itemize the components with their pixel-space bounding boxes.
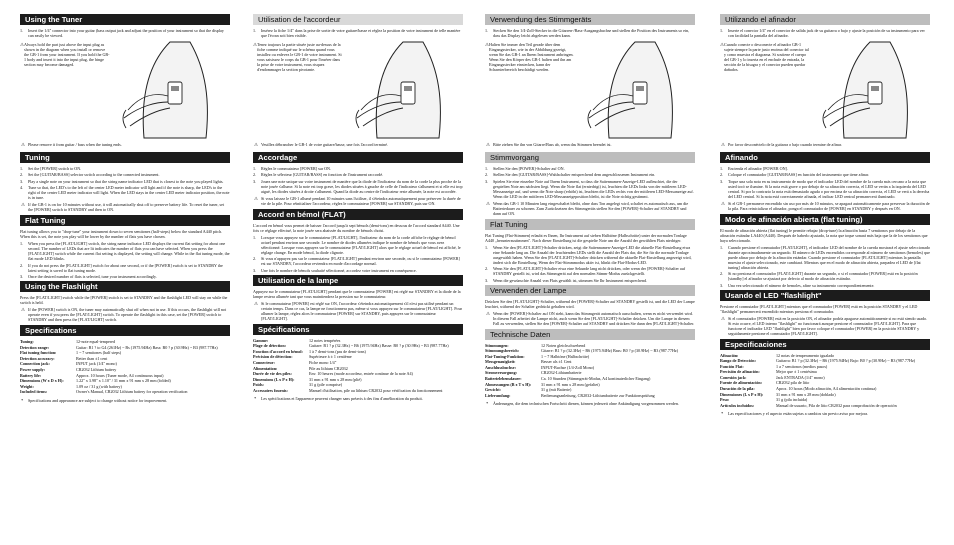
step-number: 1.: [485, 244, 489, 250]
spec-value: Guitare: B1 ? p (32.3Hz) ~ B6 (1975.94Hz) Basse: B0 ? p (30.9Hz) ~ B3 (987.77Hz): [309, 343, 449, 349]
list-item: [253, 28, 463, 38]
spec-value: Fiche mono 1/4": [309, 359, 337, 365]
warning-icon: ⚠: [21, 141, 26, 147]
list-item: [485, 266, 695, 276]
asterisk-icon: *: [254, 396, 257, 402]
spec-key: Tuning:: [20, 339, 34, 345]
spec-key: Messgenauigkeit:: [485, 359, 516, 365]
step-text: Si no presiona el conmutador [FLAT/LIGHT] durante un segundo, o si el conmutador [POWER] está en la posición [standby] el afinador se ajustará por defecto al modo de afinación estándar.: [728, 271, 918, 282]
spec-value: 1 a 7 semitonos (medios pasos): [776, 363, 828, 369]
spec-value: 31 mm x 91 mm x 28 mm (plié): [309, 376, 362, 382]
step-number: 2.: [20, 172, 24, 178]
warning-icon: ⚠: [720, 41, 725, 47]
step-number: 1.: [253, 28, 257, 33]
tuning-steps: [720, 166, 930, 199]
step-number: 3.: [720, 282, 724, 288]
spec-value: Manual de usuario, Pila de litio CR2032 para comprobación de operación: [776, 402, 897, 408]
step-number: 3.: [720, 178, 724, 184]
step-number: 2.: [720, 271, 724, 277]
tuning-note-text: Wenn das GB-1 10 Minuten lang eingeschaltet bleibt, ohne dass Ton angelegt wird, schaltet es automatisch aus, um die Batteriedauer zu schonen. Zum Zurücksetzen des Stimmgeräts stellen Sie den [POWER]-Schalter auf STANDBY und dann auf ON.: [493, 200, 689, 216]
step-number: 3.: [485, 178, 489, 184]
tuning-note: [253, 196, 463, 206]
tuner-figure: [253, 40, 463, 140]
step-number: 1.: [253, 234, 257, 240]
section-heading-tuner: Verwendung des Stimmgeräts: [485, 14, 695, 25]
step-text: Réglez le sélecteur [GUITAR/BASS] en fonction de l'instrument raccordé.: [261, 172, 384, 178]
flashlight-text: Drücken Sie den [FLAT/LIGHT]-Schalter, während der [POWER]-Schalter auf STANDBY gestellt ist, und die LED der Lampe leuchtet, während der Schalter gedrückt gehalten wird.: [485, 298, 695, 309]
flat-tuning-intro: El modo de afinación abierta (flat tuning) le permite rebajar (drop-tune) la afinación hasta 7 semitonos por debajo de la afinación estándar LA440 (A440). Después de haberlo ajustado, la nota que toque sonará más baja que la de los semitonos que haya seleccionado.: [720, 227, 928, 243]
section-heading-specifications: Specifications: [20, 325, 230, 336]
step-number: 2.: [253, 256, 257, 262]
spec-footnote-text: Las especificaciones y el aspecto están sujetas a cambios sin previo aviso por mejora.: [728, 411, 869, 417]
spec-value: CR2032 pila de litio: [776, 380, 810, 386]
list-item: [720, 28, 930, 38]
tuner-figure-note: Always hold the part just above the input plug as shown in the diagram when you install or remove the GB-1 from your instrument. If you hold the GB-1 body and insert it into the input plug, the hinge section may become damaged.: [24, 41, 110, 67]
table-row: [485, 393, 695, 399]
list-item: [720, 283, 930, 288]
tuner-footnote: [720, 142, 930, 147]
spec-key: Peso:: [720, 397, 730, 403]
step-number: 1.: [720, 165, 724, 171]
spec-key: Connecteur:: [253, 359, 275, 365]
tuner-footnote: [485, 142, 695, 147]
step-text: Coloque el conmutador [GUITAR/BASS] en función del instrumento que tiene afinar.: [728, 172, 869, 178]
step-number: 1.: [485, 28, 489, 33]
list-item: [720, 166, 930, 171]
spec-footnote: [253, 396, 463, 401]
tuning-steps: [20, 166, 230, 200]
guitar-illustration: [110, 40, 230, 140]
spec-key: Poids:: [253, 382, 264, 388]
step-number: 1.: [20, 165, 24, 171]
flashlight-text: Press the [FLAT/LIGHT] switch while the [POWER] switch is set to STANDBY and the flashlight LED will stay on while the switch is held.: [20, 295, 228, 306]
warning-icon: ⚠: [20, 41, 25, 47]
warning-icon: ⚠: [253, 41, 258, 47]
spec-value: 1 à 7 demi-tons (pas de demi-tons): [309, 348, 366, 354]
spec-key: Fonction d'accord en bémol:: [253, 348, 303, 354]
step-text: Une fois le nombre de bémols souhaité sélectionné, accordez votre instrument en conséquence.: [261, 267, 417, 273]
spec-table: [485, 343, 695, 399]
spec-key: Abmessungen (B x T x H):: [485, 381, 532, 387]
guitar-illustration: [343, 40, 463, 140]
column-3: [485, 14, 695, 534]
spec-value: Manuel d'utilisation, pile au lithium CR2032 pour vérification du fonctionnement: [309, 387, 443, 393]
section-heading-flat-tuning: Flat Tuning: [20, 215, 230, 226]
tuner-footnote-text: Bitte ziehen Sie ihn von Gitarre/Bass ab, wenn das Stimmen beendet ist.: [493, 141, 612, 147]
step-number: 2.: [253, 172, 257, 178]
list-item: [20, 28, 230, 38]
step-number: 1.: [720, 244, 724, 250]
flashlight-note-text: Wenn der [POWER]-Schalter auf ON steht, kann das Stimmgerät automatisch ausschalten, wenn es nicht verwendet wird. In diesem Fall arbeitet die Lampe nicht, auch wenn Sie den [FLAT/LIGHT]-Schalter drücken. Um die Lampe in diesem Fall zu verwenden, stellen Sie den [POWER]-Schalter auf STANDBY und drücken Sie dann den [FLAT/LIGHT]-Schalter.: [493, 310, 695, 326]
spec-key: Lieferumfang:: [485, 392, 511, 398]
tuner-footnote: [253, 142, 463, 147]
step-text: If you do not press the [FLAT/LIGHT] switch for about one second, or if the [POWER] switch is set to STANDBY the latest setting is saved to flat tuning mode.: [28, 262, 223, 273]
warning-icon: ⚠: [721, 200, 726, 206]
spec-value: 12 notas de temperamento igualado: [776, 352, 835, 358]
section-heading-flashlight: Utilisation de la lampe: [253, 275, 463, 286]
list-item: [20, 179, 230, 184]
spec-key: Battery life:: [20, 372, 42, 378]
flat-tuning-intro: L'accord en bémol vous permet de baisser l'accord jusqu'à sept bémols (demi-tons) en dessous de l'accord standard A440. Une fois ce réglage effectué, la note jouée sera abaissée du nombre de bémols choisi.: [253, 222, 460, 233]
spec-key: Stromversorgung:: [485, 370, 517, 376]
step-text: Wenn die gewünschte Anzahl von Flats gewählt ist, stimmen Sie Ihr Instrument entsprechend.: [493, 277, 648, 283]
warning-icon: ⚠: [21, 202, 26, 208]
list-item: [720, 179, 930, 199]
spec-key: Included items:: [20, 389, 48, 395]
step-number: 2.: [485, 172, 489, 178]
spec-table: [20, 339, 230, 395]
tuner-figure: [485, 40, 695, 140]
guitar-illustration: [575, 40, 695, 140]
spec-value: 1.22" x 3.98" x 1.10" / 31 mm x 91 mm x 28 mm (folded): [76, 378, 171, 384]
spec-key: Dimensiones (L x P x H):: [720, 391, 764, 397]
step-text: Insérez la fiche 1/4" dans la prise de sortie de votre guitare/basse et réglez la position de votre instrument de telle manière que l'écran soit bien visible.: [261, 28, 461, 38]
guitar-illustration: [810, 40, 930, 140]
spec-value: Mejor que ± 1 centésima: [776, 369, 817, 375]
spec-key: Plage de détection:: [253, 343, 286, 349]
spec-key: Rango de Detección:: [720, 358, 756, 364]
tuner-figure-note: Tenez toujours la partie située juste au-dessus de la fiche comme indiqué sur le schéma quand vous installez ou enlevez le GB-1 de votre instrument. Si vous saisissez le corps du GB-1 pour l'insérer dans la prise de votre instrument, vous risquez d'endommager la section pivotante.: [257, 41, 342, 72]
spec-value: Owner's Manual, CR2032 Lithium battery for operation verification: [76, 389, 188, 395]
tuning-note-text: Si vous laissez le GB-1 allumé pendant 10 minutes sans l'utiliser, il s'éteindra automatiquement pour préserver la durée de vie de la pile. Pour réinitialiser l'accordeur, réglez le commutateur [POWER] sur STANDBY, puis sur ON.: [261, 195, 461, 206]
spec-key: Gewicht:: [485, 387, 501, 393]
list-item: [253, 256, 463, 266]
spec-key: Fuente de alimentación:: [720, 380, 763, 386]
list-item: [20, 185, 230, 200]
spec-key: Durée de vie des piles:: [253, 371, 292, 377]
warning-icon: ⚠: [486, 310, 491, 316]
spec-value: INPUT jack (1/4" mono): [76, 361, 117, 367]
step-text: Stecken Sie den 1/4-Zoll-Stecker in die Gitarren-/Bass-Ausgangsbuchse und stellen die Position des Instruments so ein, dass das Display leicht abgelesen werden kann.: [493, 28, 690, 38]
spec-footnote: [20, 398, 230, 403]
spec-key: Anschlussbuchse:: [485, 364, 516, 370]
flashlight-note-text: Si el conmutador [POWER] está en la posición ON, el afinador podría apagarse automáticamente si no está siendo usado. Si esto ocurre, el LED interno "flashlight" no funcionará aunque presione el conmutador [FLAT/LIGHT]. Para que funcione el indicador LED "flashlight" bien por favor coloque el conmutador [POWER] en la posición STANDBY y seguidamente presione el conmutador [FLAT/LIGHT].: [728, 315, 928, 336]
spec-value: 1 ~ 7 semitones (half steps): [76, 350, 122, 356]
list-item: [20, 241, 230, 261]
section-heading-specifications: Especificaciones: [720, 339, 930, 350]
tuner-steps: [720, 28, 930, 38]
list-item: [720, 172, 930, 177]
spec-value: 31 mm x 91 mm x 28 mm (gefaltet): [541, 381, 600, 387]
spec-value: Better than ±1 cent: [76, 355, 108, 361]
spec-value: 12 Noten gleichschwebend: [541, 342, 586, 348]
flashlight-note: [253, 301, 463, 321]
tuner-footnote-text: Por favor desconéctelo de la guitarra o bajo cuando termine de afinar.: [728, 141, 842, 147]
warning-icon: ⚠: [254, 300, 259, 306]
spec-value: Approx. 10 hours (Tuner mode, A4 continuous input): [76, 372, 164, 378]
step-text: When you press the [FLAT/LIGHT] switch, the string name indicator LED displays the current flat setting for about one second. The number of LEDs that are lit indicates the number of flats you can have selected. When you press the [FLAT/LIGHT] switch while the current flat setting is displayed, the setting will change. While in the flat tuning mode, the flat mode LED blinks.: [28, 241, 230, 262]
section-heading-flat-tuning: Flat Tuning: [485, 219, 695, 230]
list-item: [485, 179, 695, 199]
list-item: [720, 271, 930, 281]
spec-key: Dimensions (L x P x H):: [253, 376, 295, 382]
list-item: [253, 235, 463, 255]
spec-value: Jack ENTRADA (1/4" mono): [776, 374, 825, 380]
spec-value: Ca. 10 Stunden (Stimmgerät-Modus, A4 kontinuierlicher Eingang): [541, 376, 651, 382]
step-text: Una vez seleccionado el número de bemoles, afine su instrumento correspondientemente.: [728, 282, 875, 288]
spec-key: Artículos incluidos:: [720, 402, 755, 408]
flashlight-note: [720, 316, 930, 336]
spec-value: Env. 10 heures (mode accordeur, entrée continue de la note A4): [309, 371, 413, 377]
tuning-steps: [485, 166, 695, 199]
step-text: Wenn Sie den [FLAT/LIGHT]-Schalter etwa eine Sekunde lang nicht drücken, oder wenn der [POWER]-Schalter auf STANDBY gestellt ist, wird das Stimmgerät auf den normalen Stimm-Modus zurückgestellt.: [493, 266, 686, 277]
spec-value: Aprox. 10 horas (Modo afinación, A4 alimentación continua): [776, 386, 877, 392]
tuner-footnote: [20, 142, 230, 147]
section-heading-flashlight: Verwenden der Lampe: [485, 285, 695, 296]
spec-key: Dimensions (W x D x H):: [20, 378, 64, 384]
spec-value: Guitar: B1 ? to G4 (261Hz) ~ Bs (1975.94Hz) Bass: B0 ? p (30.9Hz) ~ B3 (987.77Hz): [76, 344, 218, 350]
spec-value: Gitarre: B1 ? p (32.3Hz) ~ B6 (1975.94Hz) Bass: B0 ? p (30.9Hz) ~ B3 (987.77Hz): [541, 348, 679, 354]
step-number: 2.: [485, 266, 489, 272]
section-heading-flashlight: Usando el LED "flashlight": [720, 290, 930, 301]
step-text: Réglez le commutateur [POWER] sur ON.: [261, 165, 332, 171]
list-item: [253, 179, 463, 194]
tuner-footnote-text: Please remove it from guitar / bass when the tuning ends.: [28, 141, 122, 147]
spec-key: Detection range:: [20, 344, 49, 350]
list-item: [20, 166, 230, 171]
spec-value: 1.09 oz / 31 g (with battery): [76, 383, 122, 389]
spec-key: Weight:: [20, 383, 34, 389]
spec-footnote-text: Les spécifications et l'apparence peuvent changer sans préavis à des fins d'amélioration du produit.: [261, 396, 423, 402]
warning-icon: ⚠: [254, 195, 259, 201]
list-item: [20, 263, 230, 273]
step-number: 1.: [20, 28, 24, 33]
column-4: [720, 14, 930, 534]
spec-key: Batterielebensdauer:: [485, 376, 522, 382]
section-heading-tuning: Afinando: [720, 152, 930, 163]
table-row: [253, 388, 463, 394]
spec-key: Afinación:: [720, 352, 739, 358]
step-number: 1.: [253, 165, 257, 171]
tuner-figure-note: Halten Sie immer den Teil gerade über dem Eingangsstecker, wie in der Abbildung gezeigt, wenn Sie das GB-1 an Ihrem Instrument anbringen. Wenn Sie den Körper des GB-1 halten und ihn am Eingangsstecker einstecken, kann der Scharnierbereich beschädigt werden.: [489, 41, 574, 72]
spec-value: Besser als ±1 Cent: [541, 359, 572, 365]
spec-table: [253, 338, 463, 394]
table-row: [20, 389, 230, 395]
section-heading-flat-tuning: Accord en bémol (FLAT): [253, 209, 463, 220]
spec-value: 31 g (pila incluida): [776, 397, 808, 403]
tuner-steps: [485, 28, 695, 38]
tuning-note: [720, 201, 930, 211]
spec-key: Precisión de afinación:: [720, 369, 760, 375]
flashlight-text: Appuyez sur le commutateur [FLAT/LIGHT] pendant que le commutateur [POWER] est réglé sur STANDBY et la diode de la lampe restera allumée tant que vous maintiendrez la pression sur le commutateur.: [253, 288, 461, 299]
spec-value: 12 notes tempérées: [309, 337, 341, 343]
list-item: [253, 268, 463, 273]
flat-tuning-steps: [485, 245, 695, 283]
step-number: 1.: [720, 28, 724, 33]
step-text: Toque una sola nota en su instrumento de modo que el indicador LED del nombre de la cuerda más cercano a la nota que usted tocó se ilumine. Si la nota está grave o por debajo de su afinación correcta, el LED se verán a la izquierda del LED central. Si por lo contrario la nota está demasiado aguda o por encima de su afinación correcta, el LED se verá a la derecha del LED central. Si la nota está correctamente afinada, el indicar LED central permanecerá iluminado.: [728, 178, 930, 199]
step-number: 2.: [720, 172, 724, 178]
flat-tuning-steps: [20, 241, 230, 279]
list-item: [485, 28, 695, 38]
section-heading-flashlight: Using the Flashlight: [20, 281, 230, 292]
spec-key: Función Flat:: [720, 363, 744, 369]
section-heading-tuning: Stimmvorgang: [485, 152, 695, 163]
warning-icon: ⚠: [721, 315, 726, 321]
list-item: [485, 166, 695, 171]
spec-key: Detection accuracy:: [20, 355, 55, 361]
spec-table: [720, 353, 930, 409]
step-text: Tune so that, the LED's to the left of the center LED meter indicator will light and if the note is sharp, the LED's to the right of the center LED meter indicator will light. When the LED stays in the center LED meter indicator position, the note is in tune.: [28, 185, 230, 201]
step-number: 3.: [253, 178, 257, 184]
asterisk-icon: *: [721, 411, 724, 417]
tuner-footnote-text: Veuillez débrancher le GB-1 de votre guitare/basse, une fois l'accord terminé.: [261, 141, 388, 147]
step-text: Play a single note on your instrument so that the string name indicator LED that is closest to the note you played lights.: [28, 178, 224, 184]
step-number: 3.: [20, 274, 24, 280]
spec-value: 31 mm x 91 mm x 28 mm (doblado): [776, 391, 836, 397]
warning-icon: ⚠: [21, 307, 26, 313]
tuner-figure-note: Cuando conecte o desconecte el afinador GB-1 sujete siempre la parte justo encima del conector tal y como muestra el diagrama. Si sostiene el cuerpo del GB-1 y lo inserta en el enchufe de entrada, la sección de la bisagra y el conector pueden quedar dañados.: [724, 41, 809, 72]
list-item: [20, 274, 230, 279]
step-text: Stellen Sie den [POWER]-Schalter auf ON.: [493, 165, 565, 171]
spec-key: Flat-Tuning-Funktion:: [485, 353, 525, 359]
tuning-note: [485, 201, 695, 216]
asterisk-icon: *: [21, 397, 24, 403]
list-item: [485, 245, 695, 265]
step-text: Spielen Sie eine einzelne Note auf Ihrem Instrument, so dass die Saitennamen-Anzeige-LED aufleuchtet, die der gespielten Note am nächsten liegt. Wenn die Note flat (erniedrigt) ist, leuchten die LEDs links von der mittleren LED-Messanzeige auf, und wenn die Note sharp (erhöht) ist, leuchten die LEDs rechts von der mittleren LED-Messanzeige auf. Wenn die LED in der mittleren LED-Messanzeigeposition bleibt, ist die Note richtig gestimmt.: [493, 178, 694, 199]
section-heading-flat-tuning: Modo de afinación abierta (flat tuning): [720, 214, 930, 225]
step-number: 4.: [20, 185, 24, 191]
flat-tuning-intro: Flat Tuning (Flat-Stimmen) erlaubt es Ihnen, Ihr Instrument auf sieben Halbtöne (Halbschritte) unter der normalen Tonlage A440 „herunterzustimmen". Nach dieser Einstellung ist die gespielte Note um die Anzahl der gewählten Flats niedriger.: [485, 232, 687, 243]
spec-value: INPUT-Buchse (1/4-Zoll Mono): [541, 364, 595, 370]
tuning-steps: [253, 166, 463, 194]
step-text: Set the [GUITAR/BASS] selector switch according to the connected instrument.: [28, 172, 160, 178]
step-text: Inserte el conector 1/4" en el conector de salida jack de su guitarra o bajo y ajuste la posición de su instrumento para ver con facilidad la pantalla del afinador.: [728, 28, 925, 38]
spec-value: Pile au lithium CR2032: [309, 365, 348, 371]
table-row: [720, 403, 930, 409]
section-heading-specifications: Spécifications: [253, 324, 463, 335]
spec-key: Power supply:: [20, 367, 46, 372]
step-text: Cuando presione el conmutador [FLAT/LIGHT], el indicador LED del nombre de la cuerda mostrará el ajuste seleccionado durante aproximadamente un segundo. El número de LEDs encendidos corresponde al número de semitonos (bemoles) que puede afinar por debajo de la afinación estándar. Cuando presione el conmutador [FLAT/LIGHT] mientras la pantalla muestra el ajuste seleccionado, este cambiará. Mientras que en el modo de afinación abierta, parpadea el LED de [flat tuning] afinación abierta.: [728, 244, 930, 270]
step-text: Lorsque vous appuyez sur le commutateur [FLAT/LIGHT], l'indicateur du nom de la corde affiche le réglage de bémol actuel pendant environ une seconde. Le nombre de diodes allumées indique le nombre de bémols que vous avez sélectionné. Lorsque vous appuyez sur le commutateur [FLAT/LIGHT] alors que le réglage actuel de bémol est affiché, le réglage change. En mode bémol, la diode clignote.: [261, 234, 461, 255]
tuner-figure: [720, 40, 930, 140]
flat-tuning-intro: Flat tuning allows you to "drop-tune" your instrument down to seven semitones (half-steps) below the standard A440 pitch. When this is set, the note you play will be lower by the number of flats you have chosen.: [20, 229, 223, 240]
warning-icon: ⚠: [485, 41, 490, 47]
flat-tuning-steps: [720, 245, 930, 288]
list-item: [20, 172, 230, 177]
spec-value: 31 g (mit Batterie): [541, 387, 572, 393]
list-item: [720, 245, 930, 270]
spec-value: Supérieure à ± 1 centième: [309, 354, 352, 360]
spec-value: Guitarra: B1 ? p (32.3Hz) ~ B6 (1975.94Hz) Bajo: B0 ? p (30.9Hz) ~ B3 (987.77Hz): [776, 358, 916, 364]
spec-footnote-text: Specifications and appearance are subject to change without notice for improvement.: [28, 397, 168, 403]
step-text: Jouez une note unique sur votre instrument de manière que la diode de l'indicateur du nom de la corde la plus proche de la note jouée s'allume. Si la note est trop grave, les diodes situées à gauche de celle de l'indicateur s'allument et si elle est trop aiguë, les diodes situées à droite s'allument. Quand la diode au centre de l'indicateur reste allumée, la note est accordée.: [261, 178, 463, 194]
spec-key: Accessoires fournis:: [253, 387, 288, 393]
spec-key: Stimmungen:: [485, 342, 509, 348]
asterisk-icon: *: [486, 401, 489, 407]
step-text: Set the [POWER] switch to ON.: [28, 165, 82, 171]
warning-icon: ⚠: [486, 141, 491, 147]
spec-value: Bedienungsanleitung, CR2032-Lithiumbatterie zur Funktionsprüfung: [541, 392, 655, 398]
spec-footnote: [720, 411, 930, 416]
list-item: [485, 172, 695, 177]
table-row: [253, 343, 463, 349]
step-text: Once the desired number of flats is selected, tune your instrument accordingly.: [28, 274, 157, 280]
list-item: [253, 166, 463, 171]
warning-icon: ⚠: [254, 141, 259, 147]
flashlight-note: [485, 311, 695, 326]
flashlight-note-text: Si le commutateur [POWER] est réglé sur ON, l'accordeur s'éteindra automatiquement s'il n'est pas utilisé pendant un certain temps. Dans ce cas, la lampe ne fonctionnera pas, même si vous appuyez sur le commutateur [FLAT/LIGHT]. Pour allumer la lampe, réglez alors le commutateur [POWER] sur STANDBY, puis appuyez sur le commutateur [FLAT/LIGHT].: [261, 300, 462, 321]
step-number: 3.: [253, 267, 257, 273]
step-number: 1.: [20, 241, 24, 247]
tuning-note-text: If the GB-1 is on for 10 minutes without use, it will automatically shut off to preserve battery life. To reset the tuner, set the [POWER] switch to STANDBY and then to ON.: [28, 202, 225, 213]
spec-key: Conexión jack:: [720, 374, 747, 380]
step-text: Wenn Sie den [FLAT/LIGHT]-Schalter drücken, zeigt die Saitennamen-Anzeige-LED die aktuelle Flat-Einstellung etwa eine Sekunde lang an. Die Anzahl der leuchtenden LEDs stellt die Anzahl der Flats dar, die Sie für die normale Tonlage ausgewählt haben. Wenn Sie den [FLAT/LIGHT]-Schalter drücken während die aktuelle Flat-Einstellung angezeigt wird, ändert sich die Einstellung. Wenn der Flat-Stimmmodus aktiv ist, blinkt die Flat-Modus-LED.: [493, 244, 692, 265]
spec-value: 31 g (pile comprise): [309, 382, 343, 388]
table-row: [485, 348, 695, 354]
section-heading-tuner: Utilizando el afinador: [720, 14, 930, 25]
section-heading-specifications: Technische Daten: [485, 329, 695, 340]
step-text: Stellen Sie den [GUITAR/BASS]-Wahlschalter entsprechend dem angeschlossenen Instrument ein.: [493, 172, 656, 178]
tuner-figure: [20, 40, 230, 140]
spec-key: Gamme:: [253, 337, 269, 343]
step-number: 3.: [20, 178, 24, 184]
list-item: [485, 278, 695, 283]
spec-key: Stimmungsbereich:: [485, 348, 520, 354]
tuner-steps: [253, 28, 463, 38]
column-2: [253, 14, 463, 534]
step-text: Encienda el afinador [POWER ON].: [728, 165, 788, 171]
column-1: [20, 14, 230, 534]
warning-icon: ⚠: [721, 141, 726, 147]
section-heading-tuner: Using the Tuner: [20, 14, 230, 25]
spec-key: Duración de la pila:: [720, 386, 755, 392]
spec-footnote: [485, 401, 695, 406]
section-heading-tuning: Accordage: [253, 152, 463, 163]
flashlight-note-text: If the [POWER] switch is ON, the tuner may automatically shut off when not in use. If this occurs, the flashlight will not operate even if you press the [FLAT/LIGHT] switch. To operate the flashlight in this case, set the [POWER] switch to STANDBY and then press the [FLAT/LIGHT] switch.: [28, 307, 227, 323]
step-text: Insert the 1/4" connector into your guitar (bass output jack and adjust the position of your instrument so that the display can easily be viewed.: [28, 28, 224, 38]
flashlight-note: [20, 307, 230, 322]
step-text: Si vous n'appuyez pas sur le commutateur [FLAT/LIGHT] pendant environ une seconde, ou si le commutateur [POWER] est sur STANDBY, l'accordeur reviendra en mode d'accordage normal.: [261, 256, 460, 267]
warning-icon: ⚠: [486, 200, 491, 206]
step-number: 1.: [485, 165, 489, 171]
spec-value: 12-note equal-tempered: [76, 339, 115, 345]
spec-key: Flat tuning function:: [20, 350, 57, 356]
spec-key: Alimentation:: [253, 365, 278, 371]
list-item: [253, 172, 463, 177]
tuning-note-text: Si el GB-1 permanece encendido sin uso por más de 10 minutos, se apagará automáticamente para preservar la duración de la pila. Para reinicializar el afinador, ponga el conmutador de [POWER] en STANDBY y después en ON.: [728, 200, 930, 211]
step-number: 3.: [485, 277, 489, 283]
flat-tuning-steps: [253, 235, 463, 273]
section-heading-tuning: Tuning: [20, 152, 230, 163]
spec-key: Précision de détection:: [253, 354, 293, 360]
spec-value: CR2032 Lithium battery: [76, 367, 117, 372]
tuner-steps: [20, 28, 230, 38]
spec-value: CR2032-Lithiumbatterie: [541, 370, 582, 376]
spec-footnote-text: Änderungen, die dem technischen Fortschritt dienen, können jederzeit ohne Ankündigung vorgenommen werden.: [493, 401, 679, 407]
section-heading-tuner: Utilisation de l'accordeur: [253, 14, 463, 25]
table-row: [720, 358, 930, 364]
spec-key: Connection jack:: [20, 361, 50, 367]
spec-value: 1 ~ 7 Halbtöne (Halbschritte): [541, 353, 590, 359]
tuning-note: [20, 202, 230, 212]
flashlight-text: Presione el conmutador [FLAT/LIGHT] mientras que el conmutador [POWER] está en la posición STANDBY y el LED "flashlight" permanecerá encendido mientras presiona el conmutador.: [720, 303, 918, 314]
step-number: 2.: [20, 262, 24, 268]
